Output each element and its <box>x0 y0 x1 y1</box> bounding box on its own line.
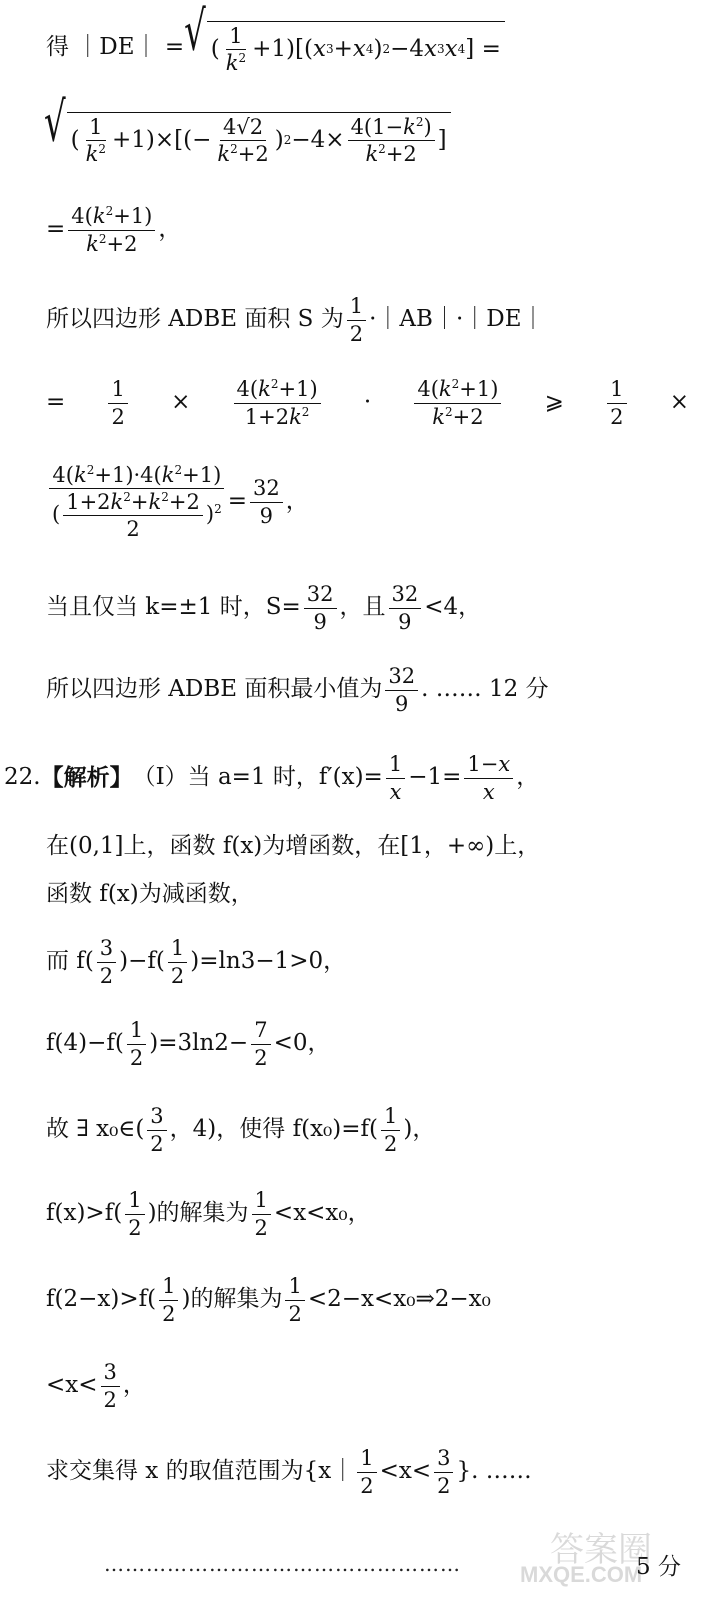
watermark-chars: 答案圈 <box>550 1530 652 1570</box>
solution-set-line-2: f(2−x)>f( $\frac{1}{2}$ )的解集为 $\frac{1}{2}$ <2−x<x₀⇒2−x₀ <box>46 1274 491 1326</box>
dotted-leader: …………………………………………… <box>104 1552 461 1576</box>
compare-line-2: f(4)−f( $\frac{1}{2}$ )=3ln2− $\frac{7}{2}$ <0， <box>46 1018 331 1070</box>
existence-line: 故 ∃ x₀∈( $\frac{3}{2}$ ，4)，使得 f(x₀)=f( $\frac{1}{2}$ )， <box>46 1104 436 1156</box>
min-area-line: 所以四边形 ADBE 面积最小值为 $\frac{32}{9}$ . …… 12 分 <box>46 664 549 716</box>
equality-condition-line: 当且仅当 k=±1 时，S= $\frac{32}{9}$ ，且 $\frac{32}{9}$ <4， <box>46 582 482 634</box>
monotonic-line-1: 在(0,1]上，函数 f(x)为增函数，在[1，+∞)上， <box>46 833 541 860</box>
intersection-line: 求交集得 x 的取值范围为{x｜ $\frac{1}{2}$ <x< $\frac{3}{2}$ }. …… <box>46 1446 532 1498</box>
monotonic-line-2: 函数 f(x)为减函数， <box>46 881 254 908</box>
area-inequality-line: = $\frac{1}{2}$ × $\frac{4(k^2+1)}{1+2k^2}$ · $\frac{4(k^2+1)}{k^2+2}$ ⩾ $\frac{1}{2}$ × <box>46 377 689 429</box>
am-gm-line: $4(k^2+1)\cdot 4(k^2+1)$ ( $\frac{1+2k^2+k^2+2}{2}$ )$^2$ = $\frac{32}{9}$ ， <box>46 452 689 552</box>
sqrt-expression: √ ( $\frac{1}{k^2}$ +1)[( x 3 + x 4 ) 2 −4 x 3 x 4 ] = <box>184 21 505 75</box>
de-result-line: = $\frac{4(k^2+1)}{k^2+2}$ ， <box>46 204 182 256</box>
solution-set-line-1: f(x)>f( $\frac{1}{2}$ )的解集为 $\frac{1}{2}$ <x<x₀， <box>46 1188 371 1240</box>
area-statement-line: 所以四边形 ADBE 面积 S 为 $\frac{1}{2}$ ·｜AB｜·｜DE｜ <box>46 294 545 346</box>
sqrt-substitution-line: √ ( $\frac{1}{k^2}$ +1)×[(− $\frac{4√2}{k^2+2}$ ) 2 −4× $\frac{4(1-k^2)}{k^2+2}$ ] <box>44 104 689 174</box>
watermark-text: MXQE.COM <box>520 1562 643 1587</box>
de-length-line: 得 ｜DE｜ = √ ( $\frac{1}{k^2}$ +1)[( x 3 + x 4 ) 2 −4 x 3 x 4 ] = <box>46 18 689 78</box>
solution-set-line-3: <x< $\frac{3}{2}$ ， <box>46 1360 146 1412</box>
compare-line-1: 而 f( $\frac{3}{2}$ )−f( $\frac{1}{2}$ )=ln3−1>0， <box>46 936 347 988</box>
score-label: 5 分 <box>636 1554 681 1580</box>
watermark-logo <box>480 1522 690 1592</box>
q22-header-line: 22. 【解析】 （Ⅰ）当 a=1 时，f′(x)= $\frac{1}{x}$ −1= $\frac{1-x}{x}$ ， <box>4 752 540 804</box>
